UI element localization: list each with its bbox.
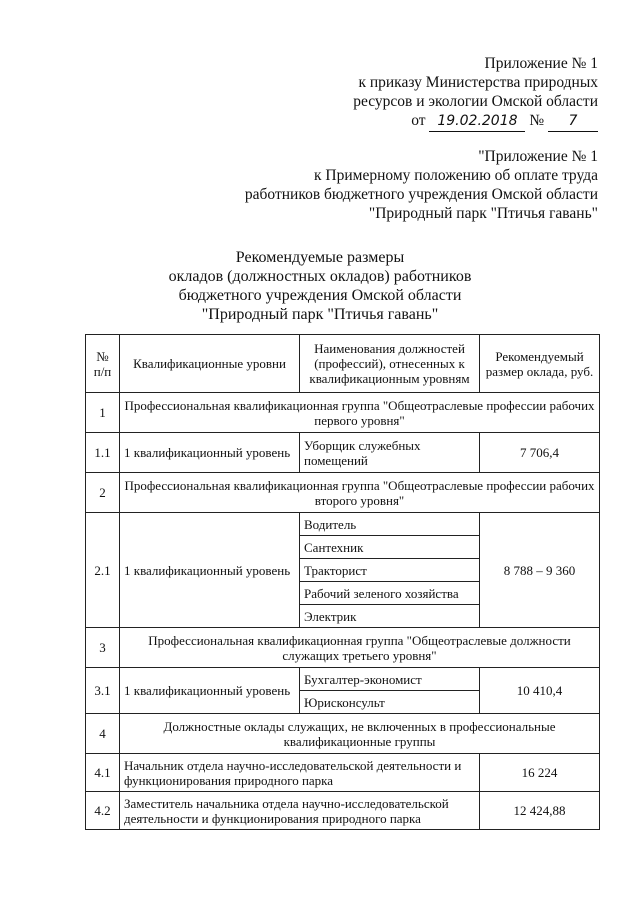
row-position: Сантехник	[300, 536, 480, 559]
appendix-date-line	[353, 111, 598, 132]
group-row-1	[86, 393, 600, 433]
title-line-2: окладов (должностных окладов) работников	[168, 268, 472, 285]
date-prefix: от	[411, 112, 426, 129]
row-salary: 12 424,88	[480, 792, 600, 830]
row-position: Электрик	[300, 605, 480, 628]
row-position: Уборщик служебных помещений	[300, 433, 480, 473]
header-positions: Наименования должностей (профессий), отнесенных к квалификационным уровням	[300, 335, 480, 393]
group-row-2	[86, 473, 600, 513]
group-num: 2	[86, 473, 120, 513]
row-position: Юрисконсульт	[300, 691, 480, 714]
regulation-appendix-title: "Приложение № 1	[478, 148, 598, 165]
row-position: Заместитель начальника отдела научно-исследовательской деятельности и функционирования природного парка	[120, 792, 480, 830]
group-num: 3	[86, 628, 120, 668]
appendix-regulation-header	[245, 147, 598, 223]
row-level: 1 квалификационный уровень	[120, 668, 300, 714]
title-line-1: Рекомендуемые размеры	[235, 249, 405, 266]
group-title: Должностные оклады служащих, не включенных в профессиональные квалификационные группы	[120, 714, 600, 754]
row-num: 4.1	[86, 754, 120, 792]
appendix-title: Приложение № 1	[484, 55, 598, 72]
table-row	[86, 513, 600, 536]
group-title: Профессиональная квалификационная группа "Общеотраслевые профессии рабочих второго уровня"	[120, 473, 600, 513]
row-position: Тракторист	[300, 559, 480, 582]
row-position: Водитель	[300, 513, 480, 536]
salary-table	[85, 334, 600, 830]
number-field	[548, 111, 598, 132]
document-title	[0, 248, 640, 324]
handwritten-number: 7	[568, 113, 578, 129]
header-levels: Квалификационные уровни	[120, 335, 300, 393]
header-num: № п/п	[86, 335, 120, 393]
row-level: 1 квалификационный уровень	[120, 513, 300, 628]
row-position: Бухгалтер-экономист	[300, 668, 480, 691]
group-title: Профессиональная квалификационная группа "Общеотраслевые профессии рабочих первого уровня"	[120, 393, 600, 433]
table-row	[86, 668, 600, 691]
group-num: 4	[86, 714, 120, 754]
title-line-4: "Природный парк "Птичья гавань"	[201, 306, 439, 323]
regulation-park-line: "Природный парк "Птичья гавань"	[368, 205, 598, 222]
number-sign: №	[529, 112, 545, 129]
row-num: 2.1	[86, 513, 120, 628]
handwritten-date: 19.02.2018	[437, 113, 518, 129]
row-num: 4.2	[86, 792, 120, 830]
row-salary: 7 706,4	[480, 433, 600, 473]
title-line-3: бюджетного учреждения Омской области	[178, 287, 462, 304]
row-salary: 10 410,4	[480, 668, 600, 714]
appendix-ministry-line: ресурсов и экологии Омской области	[353, 93, 598, 110]
row-num: 1.1	[86, 433, 120, 473]
appendix-order-header	[353, 54, 598, 132]
row-num: 3.1	[86, 668, 120, 714]
group-row-3	[86, 628, 600, 668]
group-row-4	[86, 714, 600, 754]
header-salary: Рекомендуемый размер оклада, руб.	[480, 335, 600, 393]
regulation-line: к Примерному положению об оплате труда	[314, 167, 598, 184]
regulation-institution-line: работников бюджетного учреждения Омской области	[244, 186, 598, 203]
date-field	[429, 111, 525, 132]
table-row	[86, 433, 600, 473]
row-position: Рабочий зеленого хозяйства	[300, 582, 480, 605]
group-num: 1	[86, 393, 120, 433]
row-salary: 16 224	[480, 754, 600, 792]
appendix-order-line: к приказу Министерства природных	[358, 74, 598, 91]
table-row	[86, 792, 600, 830]
group-title: Профессиональная квалификационная группа "Общеотраслевые должности служащих третьего уровня"	[120, 628, 600, 668]
row-position: Начальник отдела научно-исследовательской деятельности и функционирования природного парка	[120, 754, 480, 792]
row-level: 1 квалификационный уровень	[120, 433, 300, 473]
row-salary: 8 788 – 9 360	[480, 513, 600, 628]
table-row	[86, 754, 600, 792]
table-header-row	[86, 335, 600, 393]
